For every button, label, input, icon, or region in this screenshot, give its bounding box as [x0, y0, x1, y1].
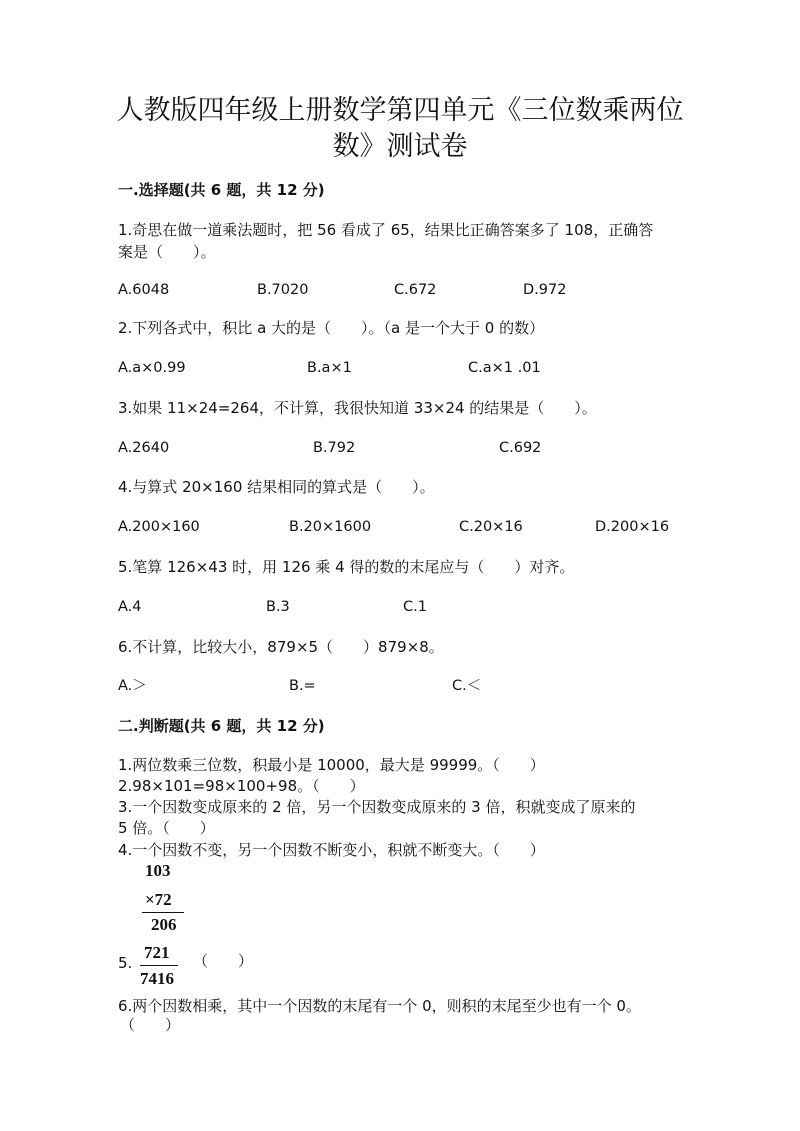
question-4-option-d[interactable]: D.200×16	[595, 519, 670, 535]
vertical-calc-result: 7416	[140, 969, 174, 988]
judgement-item-5-blank[interactable]: （ ）	[193, 952, 254, 970]
judgement-item-3-line-1: 3.一个因数变成原来的 2 倍，另一个因数变成原来的 3 倍，积就变成了原来的	[118, 798, 636, 816]
question-6-text: 6.不计算，比较大小，879×5（ ）879×8。	[118, 638, 444, 656]
judgement-item-1: 1.两位数乘三位数，积最小是 10000，最大是 99999。（ ）	[118, 756, 545, 774]
question-5-option-c[interactable]: C.1	[403, 599, 427, 615]
vertical-calc-rule-1	[142, 912, 184, 913]
question-5-option-b[interactable]: B.3	[266, 599, 290, 615]
question-4-text: 4.与算式 20×160 结果相同的算式是（ ）。	[118, 478, 435, 496]
question-2-option-b[interactable]: B.a×1	[307, 360, 352, 376]
judgement-item-4: 4.一个因数不变，另一个因数不断变小，积就不断变大。（ ）	[118, 841, 545, 859]
section-heading-choice: 一.选择题(共 6 题，共 12 分)	[118, 181, 325, 199]
question-3-option-b[interactable]: B.792	[313, 440, 356, 456]
question-6-option-a[interactable]: A.＞	[118, 678, 147, 694]
judgement-item-5-number: 5.	[118, 954, 133, 972]
section-heading-judgement: 二.判断题(共 6 题，共 12 分)	[118, 717, 325, 735]
question-1-text-line-1: 1.奇思在做一道乘法题时，把 56 看成了 65，结果比正确答案多了 108，正确答	[118, 221, 654, 239]
judgement-item-6-blank[interactable]: （ ）	[120, 1016, 181, 1034]
question-4-option-b[interactable]: B.20×1600	[289, 519, 372, 535]
vertical-calc-multiplier: ×72	[145, 890, 172, 909]
vertical-calc-partial-1: 206	[151, 915, 177, 934]
page-title-line-2: 数》测试卷	[332, 131, 468, 162]
question-1-option-d[interactable]: D.972	[523, 282, 567, 298]
question-2-option-c[interactable]: C.a×1 .01	[468, 360, 541, 376]
question-4-option-a[interactable]: A.200×160	[118, 519, 200, 535]
question-2-text: 2.下列各式中，积比 a 大的是（ ）。（a 是一个大于 0 的数）	[118, 319, 545, 337]
question-3-option-c[interactable]: C.692	[499, 440, 542, 456]
judgement-item-3-line-2: 5 倍。（ ）	[118, 819, 215, 837]
question-2-option-a[interactable]: A.a×0.99	[118, 360, 186, 376]
question-4-option-c[interactable]: C.20×16	[459, 519, 523, 535]
judgement-item-2: 2.98×101=98×100+98。（ ）	[118, 777, 365, 795]
judgement-item-6-line-1: 6.两个因数相乘，其中一个因数的末尾有一个 0，则积的末尾至少也有一个 0。	[118, 997, 641, 1015]
question-6-option-b[interactable]: B.=	[289, 678, 316, 694]
question-1-option-b[interactable]: B.7020	[257, 282, 309, 298]
question-1-option-a[interactable]: A.6048	[118, 282, 170, 298]
vertical-calc-partial-2: 721	[144, 943, 170, 962]
question-6-option-c[interactable]: C.＜	[452, 678, 482, 694]
question-3-text: 3.如果 11×24=264，不计算，我很快知道 33×24 的结果是（ ）。	[118, 399, 597, 417]
question-3-option-a[interactable]: A.2640	[118, 440, 170, 456]
question-5-option-a[interactable]: A.4	[118, 599, 142, 615]
question-1-option-c[interactable]: C.672	[394, 282, 437, 298]
question-5-text: 5.笔算 126×43 时，用 126 乘 4 得的数的末尾应与（ ）对齐。	[118, 558, 575, 576]
vertical-calc-rule-2	[140, 965, 178, 966]
page-title-line-1: 人教版四年级上册数学第四单元《三位数乘两位	[116, 95, 684, 126]
question-1-text-line-2: 案是（ ）。	[118, 243, 216, 261]
vertical-calc-multiplicand: 103	[145, 861, 171, 880]
